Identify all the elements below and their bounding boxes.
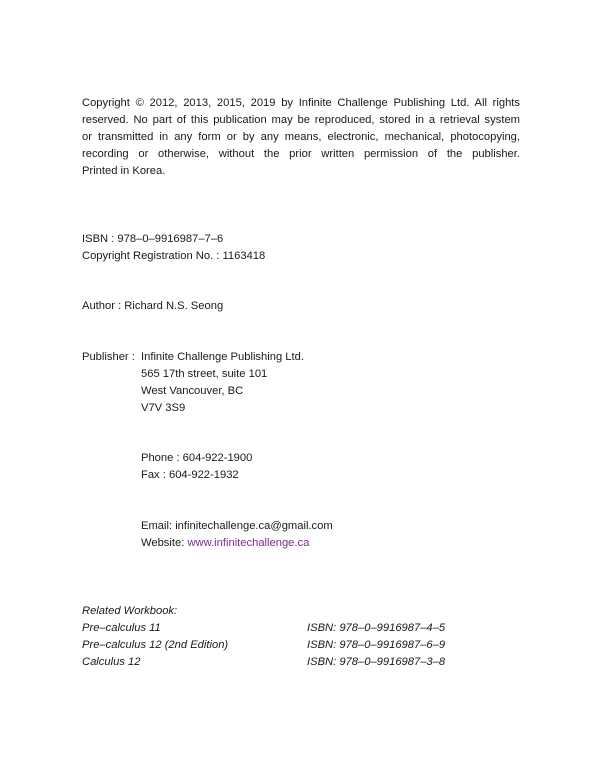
- workbook-isbn: ISBN: 978‒0‒9916987‒4‒5: [307, 622, 446, 634]
- copyright-notice: [82, 95, 520, 180]
- copyright-line: reserved. No part of this publication may be reproduced, stored in a retrieval system: [82, 114, 520, 126]
- author-block: [82, 298, 223, 315]
- website-label: Website:: [141, 537, 185, 549]
- website-link[interactable]: www.infinitechallenge.ca: [187, 537, 310, 549]
- publisher-postal: V7V 3S9: [141, 402, 186, 414]
- author-name: Author : Richard N.S. Seong: [82, 300, 224, 312]
- publisher-website: [141, 535, 309, 552]
- publisher-label: Publisher :: [82, 351, 135, 363]
- publisher-city: West Vancouver, BC: [141, 385, 244, 397]
- list-item: [82, 654, 462, 671]
- isbn-block: [82, 231, 265, 265]
- copyright-line: or transmitted in any form or by any means, electronic, mechanical, photocopying,: [82, 131, 520, 143]
- copyright-line: Copyright © 2012, 2013, 2015, 2019 by Infinite Challenge Publishing Ltd. All rights: [82, 97, 520, 109]
- copyright-registration: Copyright Registration No. : 1163418: [82, 250, 266, 262]
- workbook-title: Calculus 12: [82, 656, 141, 668]
- isbn-number: ISBN : 978‒0‒9916987‒7‒6: [82, 233, 224, 245]
- workbook-isbn: ISBN: 978‒0‒9916987‒3‒8: [307, 656, 446, 668]
- copyright-line: recording or otherwise, without the prior written permission of the publisher.: [82, 148, 520, 160]
- printed-in: Printed in Korea.: [82, 165, 166, 177]
- publisher-street: 565 17th street, suite 101: [141, 368, 268, 380]
- workbook-title: Pre‒calculus 11: [82, 622, 161, 634]
- workbook-title: Pre‒calculus 12 (2nd Edition): [82, 639, 229, 651]
- publisher-phone: Phone : 604-922-1900: [141, 452, 253, 464]
- publisher-fax: Fax : 604-922-1932: [141, 469, 239, 481]
- workbook-isbn: ISBN: 978‒0‒9916987‒6‒9: [307, 639, 446, 651]
- list-item: [82, 620, 462, 637]
- list-item: [82, 637, 462, 654]
- publisher-name: Infinite Challenge Publishing Ltd.: [141, 351, 304, 363]
- related-workbooks: [82, 603, 462, 671]
- related-heading: Related Workbook:: [82, 605, 178, 617]
- publisher-email: Email: infinitechallenge.ca@gmail.com: [141, 520, 333, 532]
